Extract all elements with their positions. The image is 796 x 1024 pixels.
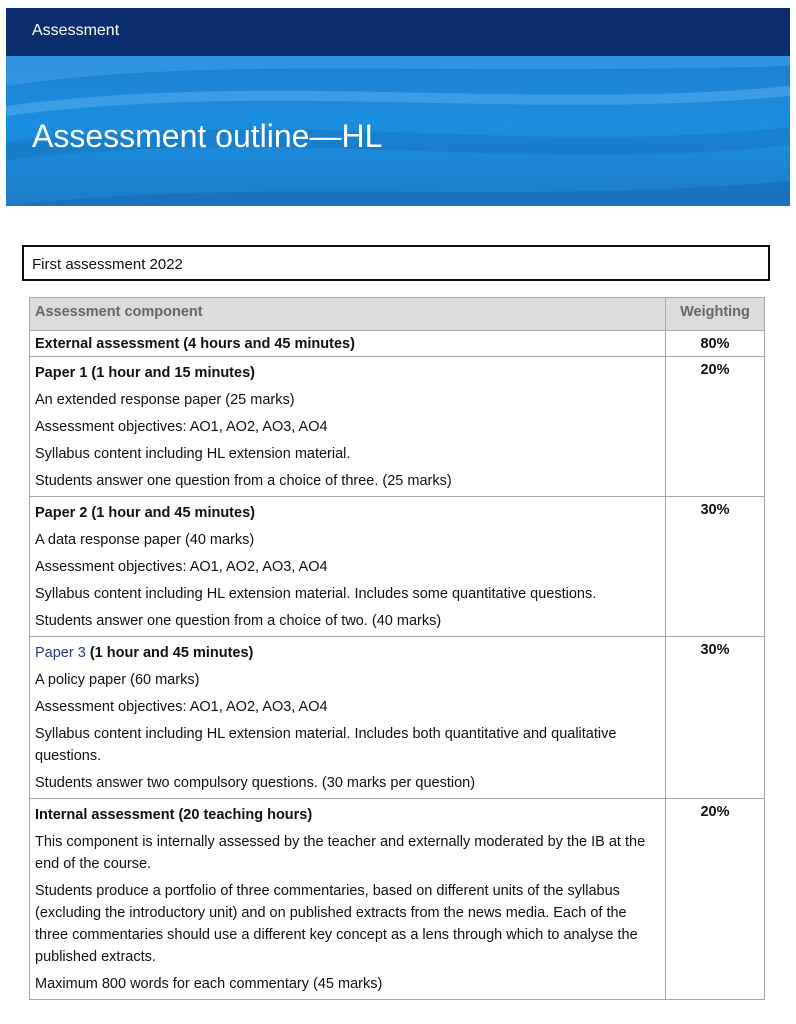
paper3-line: A policy paper (60 marks) bbox=[35, 672, 200, 688]
paper1-cell bbox=[30, 357, 666, 497]
column-header-weighting: Weighting bbox=[666, 298, 765, 331]
page-title: Assessment outline—HL bbox=[32, 118, 383, 154]
paper1-line: An extended response paper (25 marks) bbox=[35, 392, 295, 408]
table-row-external bbox=[30, 331, 765, 357]
table-row-paper2 bbox=[30, 497, 765, 637]
table-header-row bbox=[30, 298, 765, 331]
paper3-cell bbox=[30, 637, 666, 799]
paper2-weight: 30% bbox=[666, 497, 765, 637]
table-row-internal bbox=[30, 799, 765, 1000]
internal-line: Maximum 800 words for each commentary (45 marks) bbox=[35, 976, 383, 992]
internal-assessment-weight: 20% bbox=[666, 799, 765, 1000]
paper3-line: Students answer two compulsory questions. (30 marks per question) bbox=[35, 775, 476, 791]
column-header-component: Assessment component bbox=[30, 298, 666, 331]
paper1-title: Paper 1 (1 hour and 15 minutes) bbox=[35, 365, 255, 381]
external-assessment-weight: 80% bbox=[666, 331, 765, 357]
first-assessment-box bbox=[22, 245, 770, 281]
section-label: Assessment bbox=[32, 22, 120, 39]
internal-cell bbox=[30, 799, 666, 1000]
paper3-title-rest: (1 hour and 45 minutes) bbox=[85, 645, 254, 661]
paper2-line: Students answer one question from a choice of two. (40 marks) bbox=[35, 613, 442, 629]
section-header-bar bbox=[6, 8, 790, 56]
first-assessment-text: First assessment 2022 bbox=[32, 256, 183, 273]
assessment-table bbox=[29, 297, 765, 1000]
paper3-weight: 30% bbox=[666, 637, 765, 799]
paper3-line: Assessment objectives: AO1, AO2, AO3, AO4 bbox=[35, 699, 328, 715]
paper1-line: Syllabus content including HL extension material. bbox=[35, 446, 351, 462]
paper1-weight: 20% bbox=[666, 357, 765, 497]
paper2-cell bbox=[30, 497, 666, 637]
paper3-line: Syllabus content including HL extension material. Includes both quantitative and qualitative questions. bbox=[35, 726, 617, 764]
paper1-line: Students answer one question from a choice of three. (25 marks) bbox=[35, 473, 452, 489]
paper1-line: Assessment objectives: AO1, AO2, AO3, AO4 bbox=[35, 419, 328, 435]
internal-line: Students produce a portfolio of three commentaries, based on different units of the syllabus (excluding the introductory unit) and on published extracts from the news media. Each of the three commentaries should use a different key concept as a lens through which to analyse the published extracts. bbox=[35, 883, 638, 965]
paper2-line: A data response paper (40 marks) bbox=[35, 532, 255, 548]
internal-line: This component is internally assessed by the teacher and externally moderated by the IB at the end of the course. bbox=[35, 834, 646, 872]
title-banner bbox=[6, 56, 790, 206]
paper3-title bbox=[35, 642, 660, 664]
paper2-line: Syllabus content including HL extension material. Includes some quantitative questions. bbox=[35, 586, 597, 602]
paper2-title: Paper 2 (1 hour and 45 minutes) bbox=[35, 505, 255, 521]
paper2-line: Assessment objectives: AO1, AO2, AO3, AO4 bbox=[35, 559, 328, 575]
table-row-paper3 bbox=[30, 637, 765, 799]
table-row-paper1 bbox=[30, 357, 765, 497]
external-assessment-title: External assessment (4 hours and 45 minutes) bbox=[30, 331, 666, 357]
paper3-link[interactable]: Paper 3 bbox=[35, 645, 86, 661]
internal-assessment-title: Internal assessment (20 teaching hours) bbox=[35, 807, 313, 823]
